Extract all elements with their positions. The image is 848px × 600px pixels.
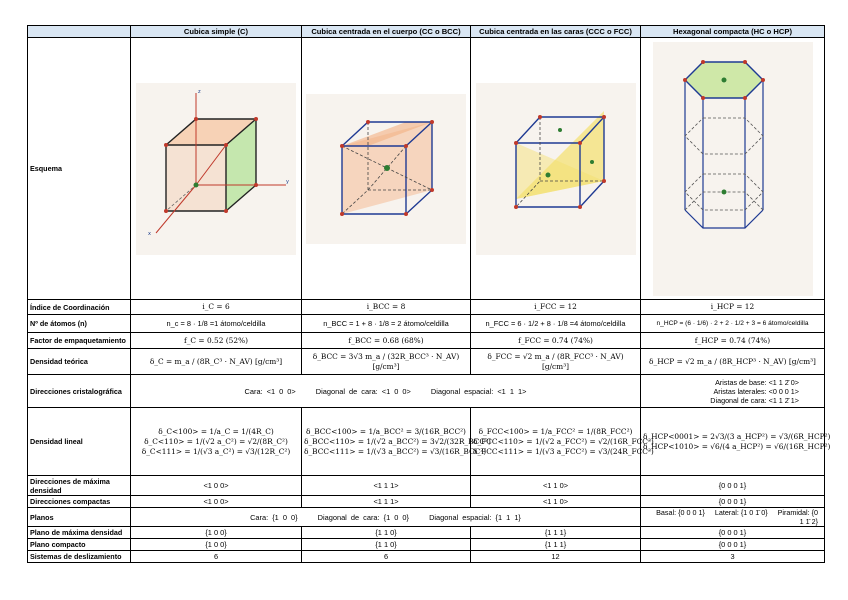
dcomp-fcc: <1 1 0>: [471, 496, 641, 508]
planos-label: Planos: [28, 508, 131, 527]
empaquetamiento-label: Factor de empaquetamiento: [28, 333, 131, 349]
dir-cara: Cara: <1 0 0>: [244, 386, 296, 396]
plano-diagonal-cara: Diagonal de cara: {1 0 0}: [317, 512, 410, 522]
dir-diagonal-cara: Diagonal de cara: <1 0 0>: [315, 386, 411, 396]
dmax-sc: <1 0 0>: [131, 476, 302, 496]
dl-hcp-0001: δ_HCP<0001> = 2√3/(3 a_HCP²) = √3/(6R_HCP²): [643, 431, 831, 441]
densidad-teorica-fcc: δ_FCC = √2 m_a / (8R_FCC³ · N_AV) [g/cm³]: [471, 349, 641, 375]
densidad-teorica-hcp: δ_HCP = √2 m_a / (8R_HCP³ · N_AV) [g/cm³]: [641, 349, 825, 375]
empaquetamiento-bcc: f_BCC = 0.68 (68%): [302, 333, 471, 349]
sc-diagram: [131, 38, 302, 300]
plano-compacto-row: [28, 539, 825, 551]
pcomp-sc: {1 0 0}: [131, 539, 302, 551]
atomos-label: Nº de átomos (n): [28, 315, 131, 333]
svg-text:x: x: [148, 230, 151, 237]
pmax-hcp: {0 0 0 1}: [641, 527, 825, 539]
empaquetamiento-sc: f_C = 0.52 (52%): [131, 333, 302, 349]
densidad-lineal-bcc: [302, 408, 491, 476]
dl-fcc-110: δ_FCC<110> = 1/(√2 a_FCC²) = √2/(16R_FCC²): [473, 436, 654, 446]
sistemas-label: Sistemas de deslizamiento: [28, 551, 131, 563]
planos-cubicos: [131, 508, 641, 527]
densidad-teorica-sc: δ_C = m_a / (8R_C³ · N_AV) [g/cm³]: [131, 349, 302, 375]
atomos-row: [28, 315, 825, 333]
header-empty: [28, 26, 131, 38]
header-hcp: Hexagonal compacta (HC o HCP): [641, 26, 825, 38]
atomos-bcc: n_BCC = 1 + 8 · 1/8 = 2 átomo/celdilla: [302, 315, 471, 333]
densidad-lineal-sc: [131, 408, 302, 476]
dl-bcc-100: δ_BCC<100> = 1/a_BCC² = 3/(16R_BCC²): [306, 426, 466, 436]
dcomp-sc: <1 0 0>: [131, 496, 302, 508]
dcomp-bcc: <1 1 1>: [302, 496, 471, 508]
densidad-lineal-row: [28, 408, 825, 476]
direcciones-hex: [641, 375, 825, 408]
pcomp-fcc: {1 1 1}: [471, 539, 641, 551]
dmax-bcc: <1 1 1>: [302, 476, 471, 496]
plano-maxima-row: [28, 527, 825, 539]
empaquetamiento-fcc: f_FCC = 0.74 (74%): [471, 333, 641, 349]
coordinacion-hcp: i_HCP = 12: [641, 300, 825, 315]
comparison-table: [27, 25, 831, 563]
dir-hex-base: Aristas de base: <1 1 2̄ 0>: [715, 377, 799, 387]
coordinacion-label: Índice de Coordinación: [28, 300, 131, 315]
plano-compacto-label: Plano compacto: [28, 539, 131, 551]
dcomp-hcp: {0 0 0 1}: [641, 496, 825, 508]
direcciones-label: Direcciones cristalográfica: [28, 375, 131, 408]
dmax-hcp: {0 0 0 1}: [641, 476, 825, 496]
dir-hex-diagonal: Diagonal de cara: <1 1 2̄ 1>: [710, 395, 799, 405]
plano-diagonal-espacial: Diagonal espacial: {1 1 1}: [429, 512, 521, 522]
direcciones-compactas-label: Direcciones compactas: [28, 496, 131, 508]
pcomp-bcc: {1 1 0}: [302, 539, 471, 551]
sistemas-sc: 6: [131, 551, 302, 563]
plano-cara: Cara: {1 0 0}: [250, 512, 298, 522]
fcc-cube-drawing: [476, 83, 636, 255]
crystal-structures-table: [27, 25, 831, 563]
header-row: [28, 26, 825, 38]
densidad-lineal-fcc: [471, 408, 654, 476]
atomos-hcp: n_HCP = (6 · 1/6) · 2 + 2 · 1/2 + 3 = 6 átomo/celdilla: [641, 315, 825, 333]
direcciones-compactas-row: [28, 496, 825, 508]
coordinacion-fcc: i_FCC = 12: [471, 300, 641, 315]
densidad-teorica-bcc: δ_BCC = 3√3 m_a / (32R_BCC³ · N_AV) [g/cm³]: [302, 349, 471, 375]
plano-maxima-label: Plano de máxima densidad: [28, 527, 131, 539]
svg-text:y: y: [286, 178, 289, 185]
direcciones-row: [28, 375, 825, 408]
pmax-fcc: {1 1 1}: [471, 527, 641, 539]
fcc-diagram: [471, 38, 641, 300]
dir-hex-laterales: Aristas laterales: <0 0 0 1>: [713, 386, 799, 396]
header-fcc: Cubica centrada en las caras (CCC o FCC): [471, 26, 641, 38]
densidad-lineal-hcp: [641, 408, 831, 476]
empaquetamiento-hcp: f_HCP = 0.74 (74%): [641, 333, 825, 349]
atomos-fcc: n_FCC = 6 · 1/2 + 8 · 1/8 =4 átomo/celdilla: [471, 315, 641, 333]
planos-row: [28, 508, 825, 527]
densidad-teorica-label: Densidad teórica: [28, 349, 131, 375]
dl-fcc-111: δ_FCC<111> = 1/(√3 a_FCC²) = √3/(24R_FCC²): [473, 446, 654, 456]
densidad-teorica-row: [28, 349, 825, 375]
direcciones-maxima-row: [28, 476, 825, 496]
plano-hex-basal: Basal: {0 0 0 1}: [656, 508, 705, 517]
sistemas-row: [28, 551, 825, 563]
coordinacion-row: [28, 300, 825, 315]
direcciones-cubicas: [131, 375, 641, 408]
coordinacion-bcc: i_BCC = 8: [302, 300, 471, 315]
planos-hex: [641, 508, 825, 527]
hcp-diagram: [641, 38, 825, 300]
dl-bcc-111: δ_BCC<111> = 1/(√3 a_BCC²) = √3/(16R_BCC²): [304, 446, 487, 456]
dl-sc-100: δ_C<100> = 1/a_C = 1/(4R_C): [158, 426, 274, 436]
pmax-sc: {1 0 0}: [131, 527, 302, 539]
svg-text:z: z: [198, 88, 201, 95]
coordinacion-sc: i_C = 6: [131, 300, 302, 315]
plano-hex-piramidal: Piramidal: {0 1 1̄ 2}: [777, 508, 818, 526]
dir-diagonal-espacial: Diagonal espacial: <1 1 1>: [430, 386, 527, 396]
densidad-lineal-label: Densidad lineal: [28, 408, 131, 476]
header-bcc: Cubica centrada en el cuerpo (CC o BCC): [302, 26, 471, 38]
dl-sc-111: δ_C<111> = 1/(√3 a_C²) = √3/(12R_C²): [141, 446, 291, 456]
esquema-row: [28, 38, 825, 300]
empaquetamiento-row: [28, 333, 825, 349]
header-cubic-simple: Cubica simple (C): [131, 26, 302, 38]
plano-hex-lateral: Lateral: {1 0 1̄ 0}: [714, 508, 768, 517]
sistemas-fcc: 12: [471, 551, 641, 563]
dl-fcc-100: δ_FCC<100> = 1/a_FCC² = 1/(8R_FCC²): [478, 426, 633, 436]
direcciones-maxima-label: Direcciones de máxima densidad: [28, 476, 131, 496]
esquema-label: Esquema: [28, 38, 131, 300]
dl-hcp-1010: δ_HCP<1010> = √6/(4 a_HCP²) = √6/(16R_HCP²): [643, 441, 831, 451]
dl-sc-110: δ_C<110> = 1/(√2 a_C²) = √2/(8R_C²): [144, 436, 288, 446]
pmax-bcc: {1 1 0}: [302, 527, 471, 539]
sistemas-bcc: 6: [302, 551, 471, 563]
sc-cube-drawing: [136, 83, 296, 255]
dl-bcc-110: δ_BCC<110> = 1/(√2 a_BCC²) = 3√2/(32R_BCC²): [304, 436, 491, 446]
dmax-fcc: <1 1 0>: [471, 476, 641, 496]
sistemas-hcp: 3: [641, 551, 825, 563]
pcomp-hcp: {0 0 0 1}: [641, 539, 825, 551]
bcc-diagram: [302, 38, 471, 300]
hcp-prism-drawing: [653, 42, 813, 296]
atomos-sc: n_c = 8 · 1/8 =1 átomo/celdilla: [131, 315, 302, 333]
bcc-cube-drawing: [306, 94, 466, 244]
